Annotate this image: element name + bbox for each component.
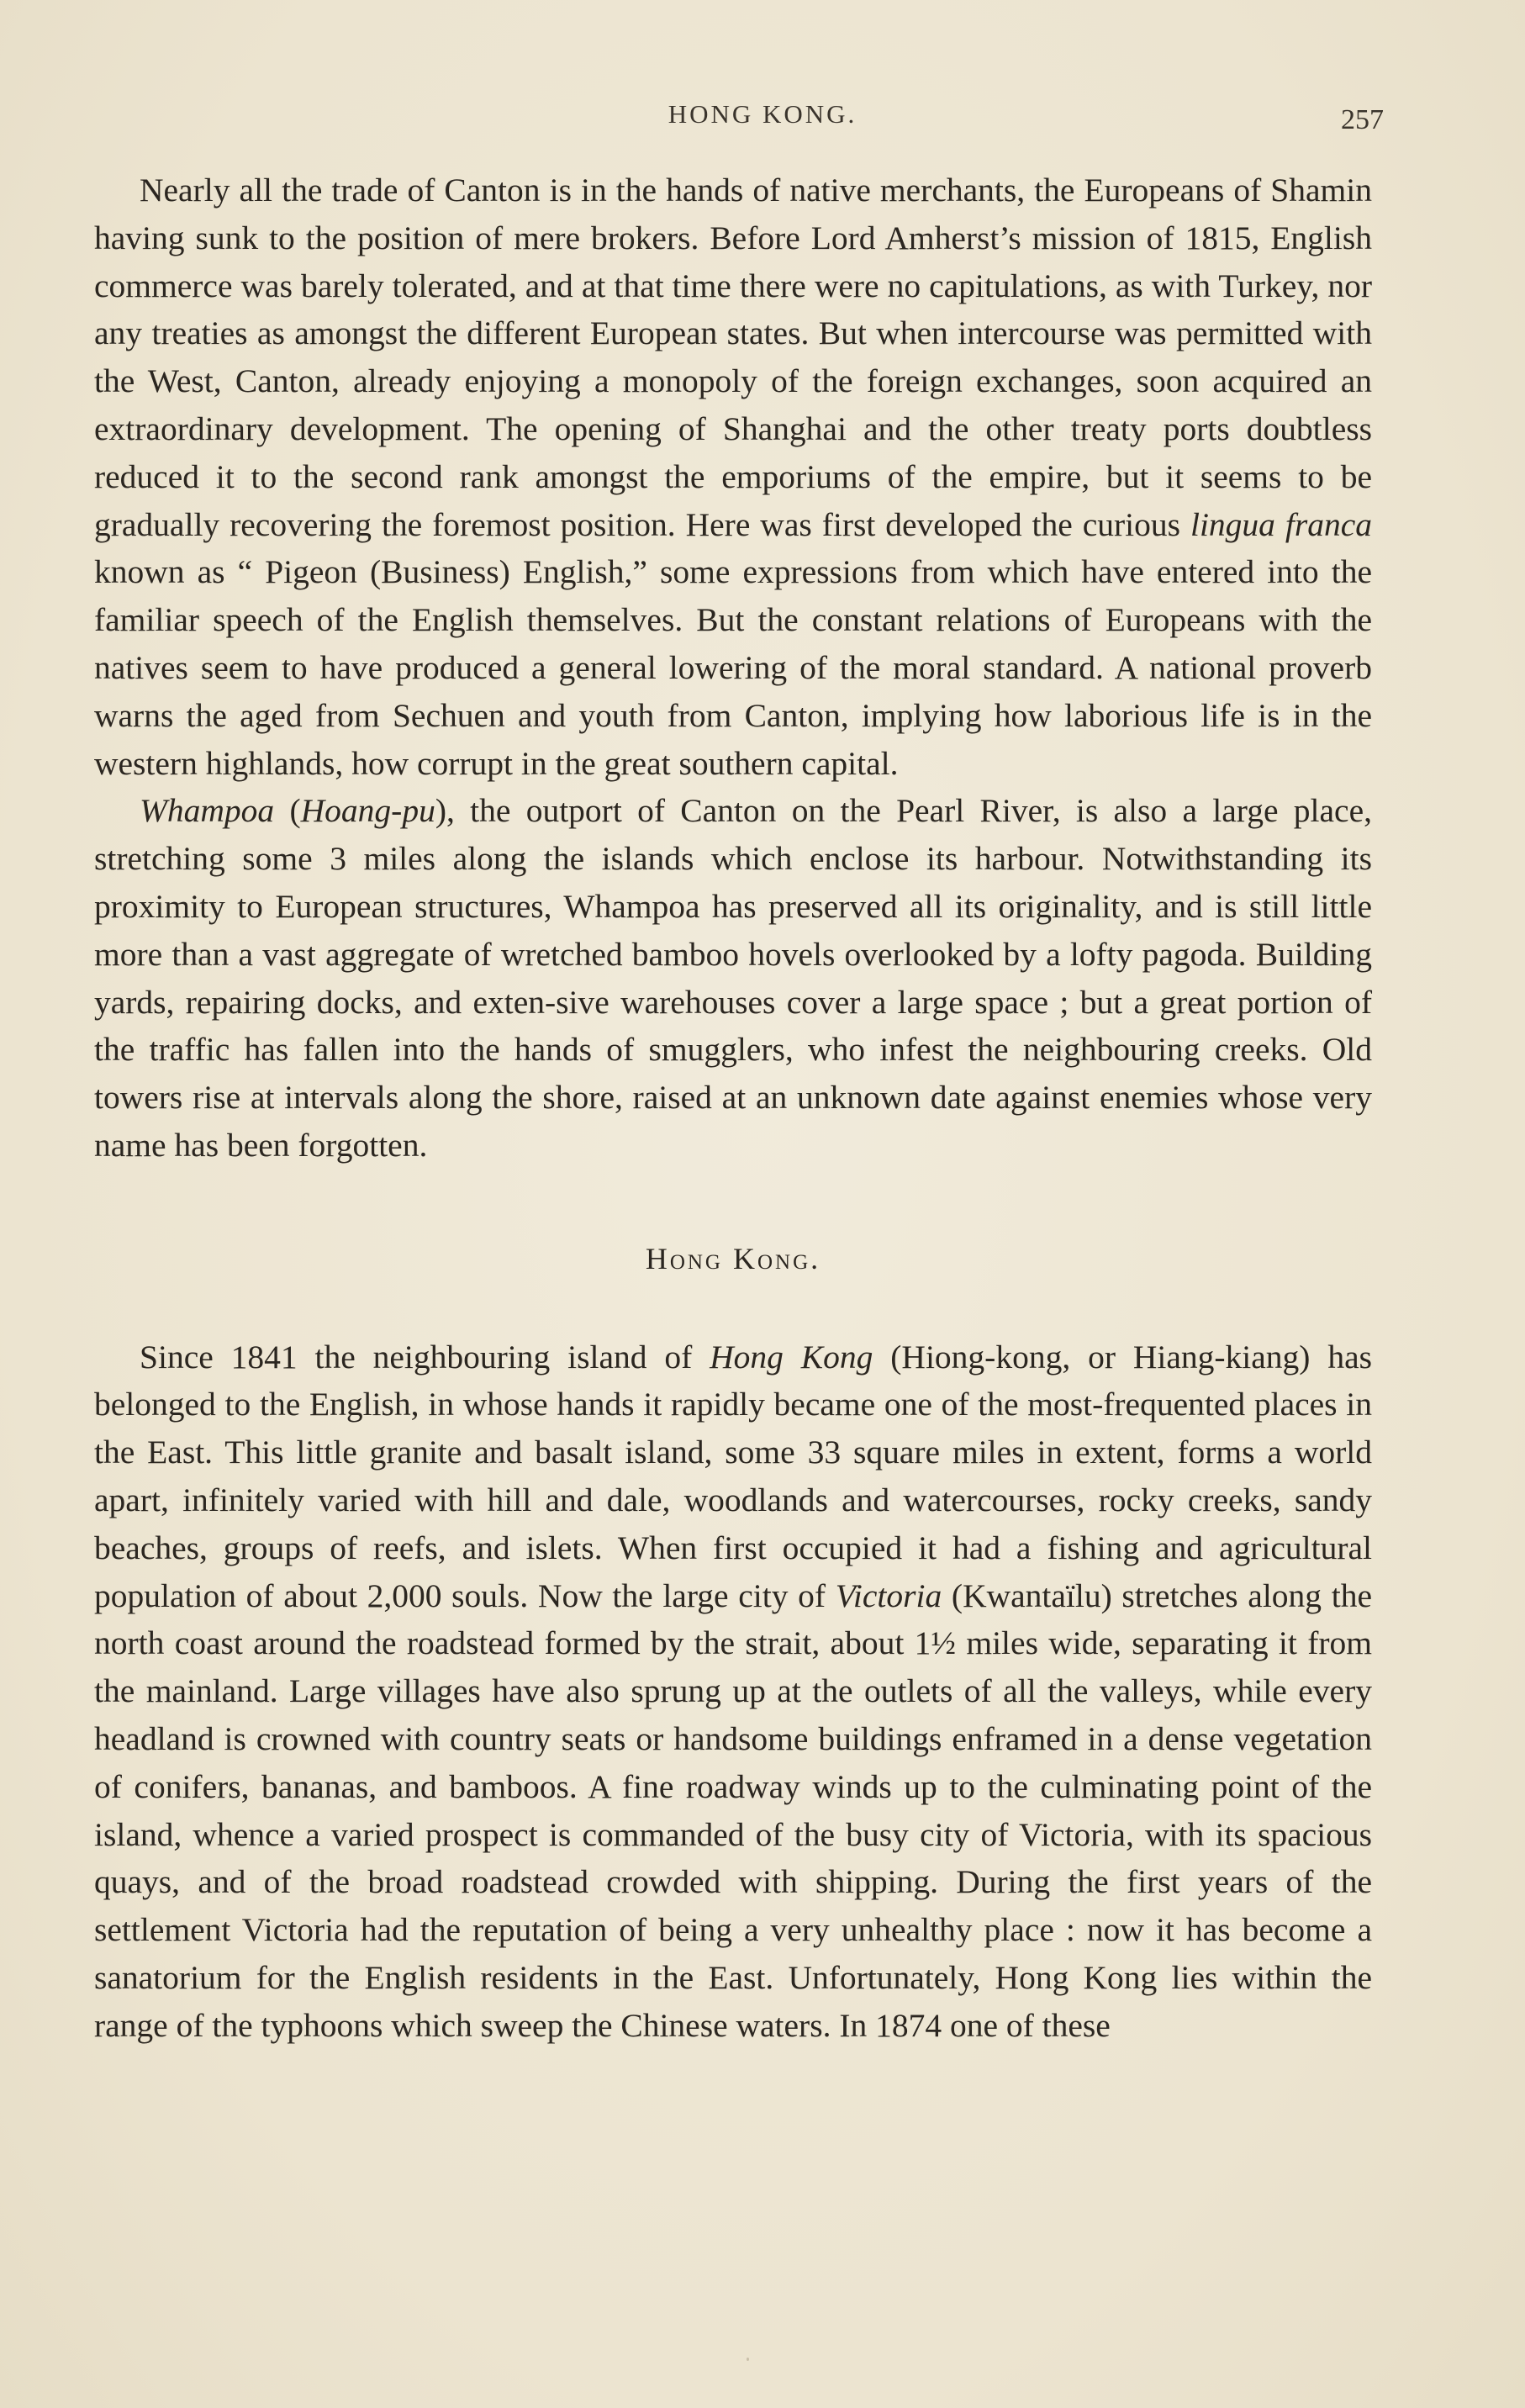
section-heading: Hong Kong.	[645, 1241, 821, 1275]
paragraph-text-middle: (Hiong-kong, or Hiang-kiang) has belonged to the English, in whose hands it rapidly became one of the most-frequented places in the East. This little granite and basalt island, some 33 square miles in extent, forms a world apart, infinitely varied with hill and dale, woodlands and watercourses, rocky creeks, sandy beaches, groups of reefs, and islets. When first occupied it had a fishing and agricultural population of about 2,000 souls. Now the large city of	[94, 1338, 1372, 1614]
paragraph-whampoa	[94, 787, 1372, 1169]
paragraph-text: Nearly all the trade of Canton is in the hands of native merchants, the Europeans of Shamin having sunk to the position of mere brokers. Before Lord Amherst’s mission of 1815, English commerce was barely tolerated, and at that time there were no capitulations, as with Turkey, nor any treaties as amongst the different European states. But when intercourse was permitted with the West, Canton, already enjoying a monopoly of the foreign exchanges, soon acquired an extraordinary development. The opening of Shanghai and the other treaty ports doubtless reduced it to the second rank amongst the emporiums of the empire, but it seems to be gradually recovering the foremost position. Here was first developed the curious	[94, 172, 1372, 543]
italic-phrase: lingua franca	[1190, 505, 1372, 543]
italic-place-name: Whampoa	[140, 792, 275, 830]
paragraph-text: Since 1841 the neighbouring island of	[140, 1338, 710, 1376]
italic-city-name: Victoria	[835, 1576, 942, 1614]
running-title: HONG KONG.	[668, 99, 857, 129]
body-text	[94, 166, 1372, 2049]
paragraph-text: (	[274, 792, 301, 830]
italic-alt-name: Hoang-pu	[300, 792, 435, 830]
italic-place-name: Hong Kong	[710, 1338, 873, 1376]
paragraph-canton-trade	[94, 166, 1372, 787]
paragraph-text-continued: (Kwantaïlu) stretches along the north coast around the roadstead formed by the strait, about 1½ miles wide, separating it from the mainland. Large villages have also sprung up at the outlets of all the valleys, while every headland is crowned with country seats or handsome buildings enframed in a dense vegetation of conifers, bananas, and bamboos. A fine roadway winds up to the culminating point of the island, whence a varied prospect is commanded of the busy city of Victoria, with its spacious quays, and of the broad roadstead crowded with shipping. During the first years of the settlement Victoria had the reputation of being a very unhealthy place : now it has become a sanatorium for the English residents in the East. Unfortunately, Hong Kong lies within the range of the typhoons which sweep the Chinese waters. In 1874 one of these	[94, 1576, 1372, 2044]
paragraph-hong-kong	[94, 1333, 1372, 2050]
paragraph-text-continued: known as “ Pigeon (Business) English,” some expressions from which have entered into the familiar speech of the English themselves. But the constant relations of Europeans with the natives seem to have produced a general lowering of the moral standard. A national proverb warns the aged from Sechuen and youth from Canton, implying how laborious life is in the western highlands, how corrupt in the great southern capital.	[94, 553, 1372, 782]
page-number: 257	[1341, 104, 1384, 135]
paragraph-text-continued: ), the outport of Canton on the Pearl River, is also a large place, stretching some 3 miles along the islands which enclose its harbour. Notwithstanding its proximity to European structures, Whampoa has preserved all its originality, and is still little more than a vast aggregate of wretched bamboo hovels overlooked by a lofty pagoda. Building yards, repairing docks, and exten-sive warehouses cover a large space ; but a great portion of the traffic has fallen into the hands of smugglers, who infest the neighbouring creeks. Old towers rise at intervals along the shore, raised at an unknown date against enemies whose very name has been forgotten.	[94, 792, 1372, 1164]
paper-speck	[747, 2358, 749, 2361]
